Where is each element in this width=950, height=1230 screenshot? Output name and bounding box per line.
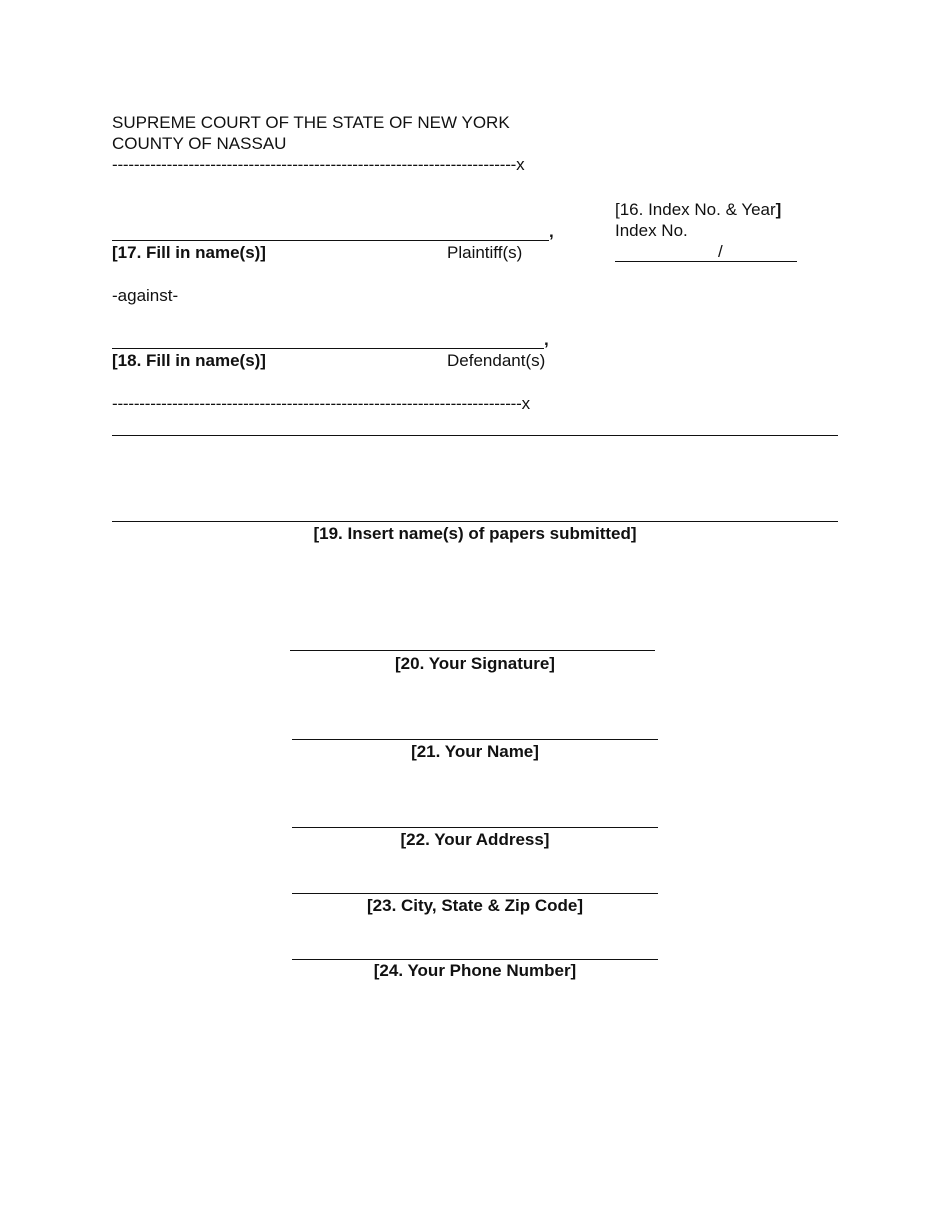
- plaintiff-name-field[interactable]: [112, 240, 549, 241]
- papers-name-field-line-1[interactable]: [112, 435, 838, 436]
- index-separator: /: [718, 242, 723, 261]
- plaintiff-instruction: [17. Fill in name(s)]: [112, 243, 266, 262]
- address-label: [22. Your Address]: [400, 830, 550, 849]
- caption-bottom-divider: ---------------------------------------------------------------------------x: [112, 394, 530, 413]
- defendant-instruction: [18. Fill in name(s)]: [112, 351, 266, 370]
- papers-instruction: [19. Insert name(s) of papers submitted]: [313, 524, 637, 543]
- caption-top-divider: --------------------------------------------------------------------------x: [112, 155, 525, 174]
- court-name: SUPREME COURT OF THE STATE OF NEW YORK: [112, 113, 510, 132]
- name-field[interactable]: [292, 739, 658, 740]
- index-label: Index No.: [615, 221, 688, 240]
- plaintiff-role-label: Plaintiff(s): [447, 243, 523, 262]
- name-label: [21. Your Name]: [411, 742, 539, 761]
- index-number-field[interactable]: [615, 261, 797, 262]
- phone-number-field[interactable]: [292, 959, 658, 960]
- defendant-name-field[interactable]: [112, 348, 544, 349]
- signature-label: [20. Your Signature]: [395, 654, 555, 673]
- signature-field[interactable]: [290, 650, 655, 651]
- address-field[interactable]: [292, 827, 658, 828]
- plaintiff-comma: ,: [549, 222, 554, 241]
- phone-number-label: [24. Your Phone Number]: [373, 961, 577, 980]
- defendant-role-label: Defendant(s): [447, 351, 546, 370]
- county-name: COUNTY OF NASSAU: [112, 134, 287, 153]
- defendant-comma: ,: [544, 330, 549, 349]
- index-instruction: [16. Index No. & Year]: [615, 200, 782, 219]
- against-label: -against-: [112, 286, 179, 305]
- papers-name-field-line-2[interactable]: [112, 521, 838, 522]
- city-state-zip-field[interactable]: [292, 893, 658, 894]
- city-state-zip-label: [23. City, State & Zip Code]: [367, 896, 583, 915]
